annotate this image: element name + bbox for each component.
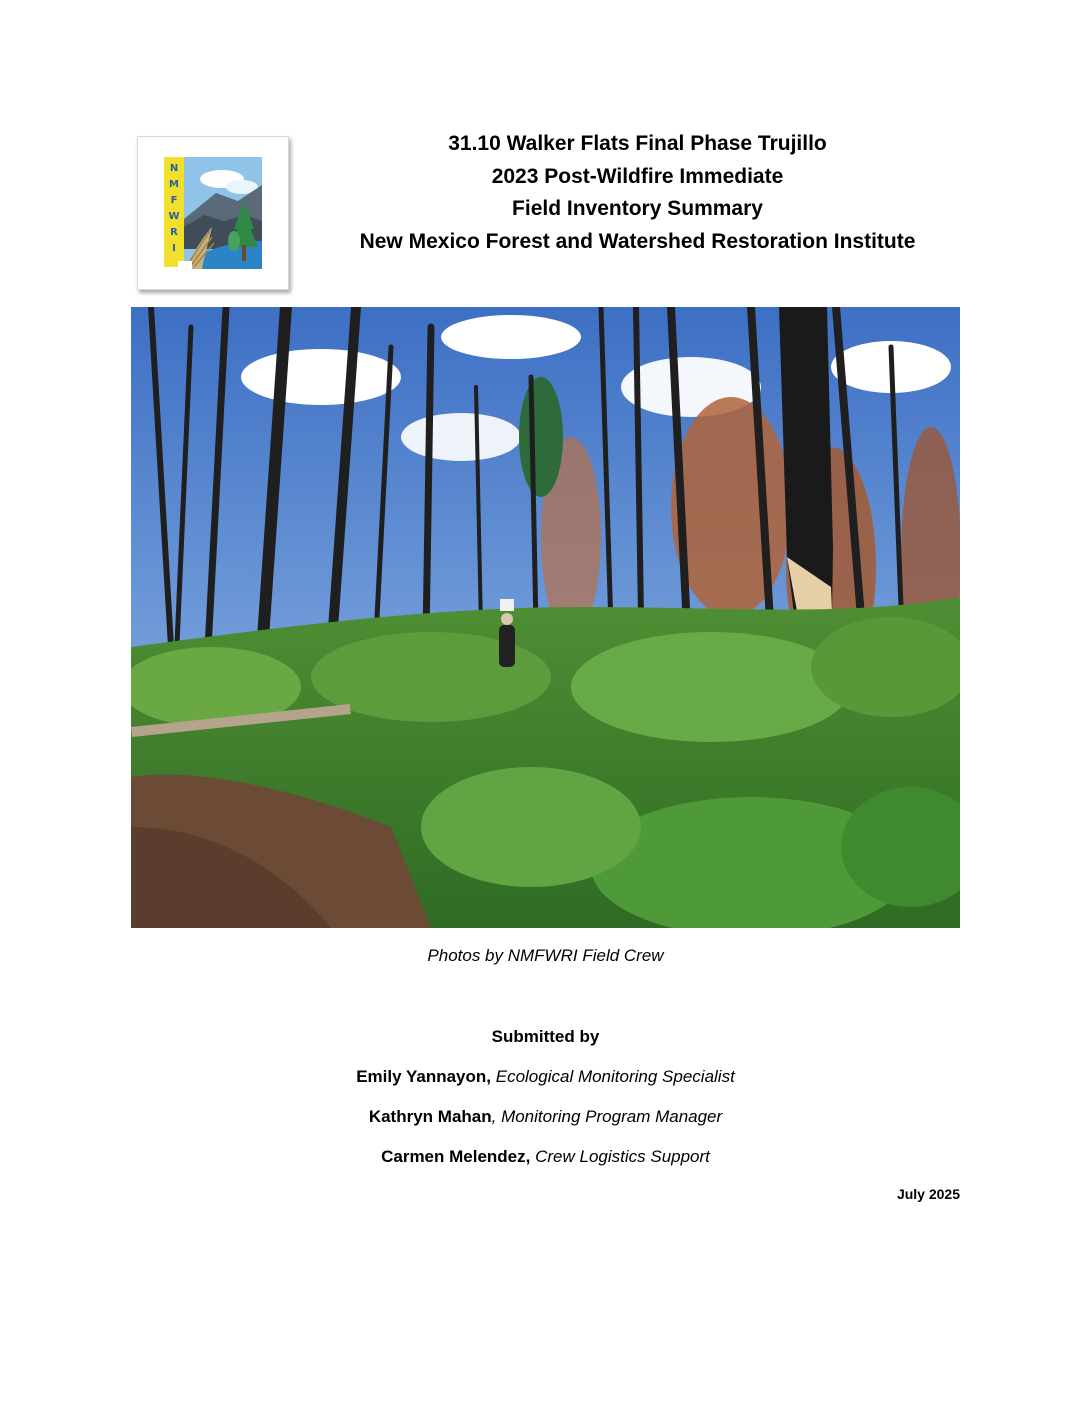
svg-text:W: W (168, 211, 180, 222)
report-date: July 2025 (896, 1186, 960, 1202)
title-line-4: New Mexico Forest and Watershed Restoration Institute (359, 229, 916, 253)
author-role: , Monitoring Program Manager (491, 1107, 723, 1126)
title-line-1: 31.10 Walker Flats Final Phase Trujillo (448, 132, 827, 155)
author-1 (131, 1067, 960, 1087)
svg-text:N: N (169, 163, 179, 174)
svg-text:F: F (170, 195, 178, 206)
author-3 (131, 1147, 960, 1167)
photo-caption: Photos by NMFWRI Field Crew (427, 946, 664, 965)
author-name: Emily Yannayon, (356, 1067, 491, 1086)
author-role: Ecological Monitoring Specialist (495, 1067, 735, 1086)
author-name: Carmen Melendez, (381, 1147, 531, 1166)
svg-text:I: I (172, 243, 176, 254)
svg-text:M: M (169, 179, 179, 190)
author-2 (131, 1107, 960, 1127)
title-line-2: 2023 Post-Wildfire Immediate (491, 164, 784, 188)
nmfwri-logo (137, 136, 289, 290)
submitted-heading: Submitted by (491, 1027, 600, 1046)
title-line-3: Field Inventory Summary (512, 197, 763, 221)
logo-icon (164, 157, 262, 269)
post-fire-forest-photo (131, 307, 960, 928)
author-name: Kathryn Mahan (368, 1107, 492, 1126)
report-title (330, 128, 945, 258)
author-role: Crew Logistics Support (535, 1147, 710, 1166)
svg-text:R: R (170, 227, 178, 238)
